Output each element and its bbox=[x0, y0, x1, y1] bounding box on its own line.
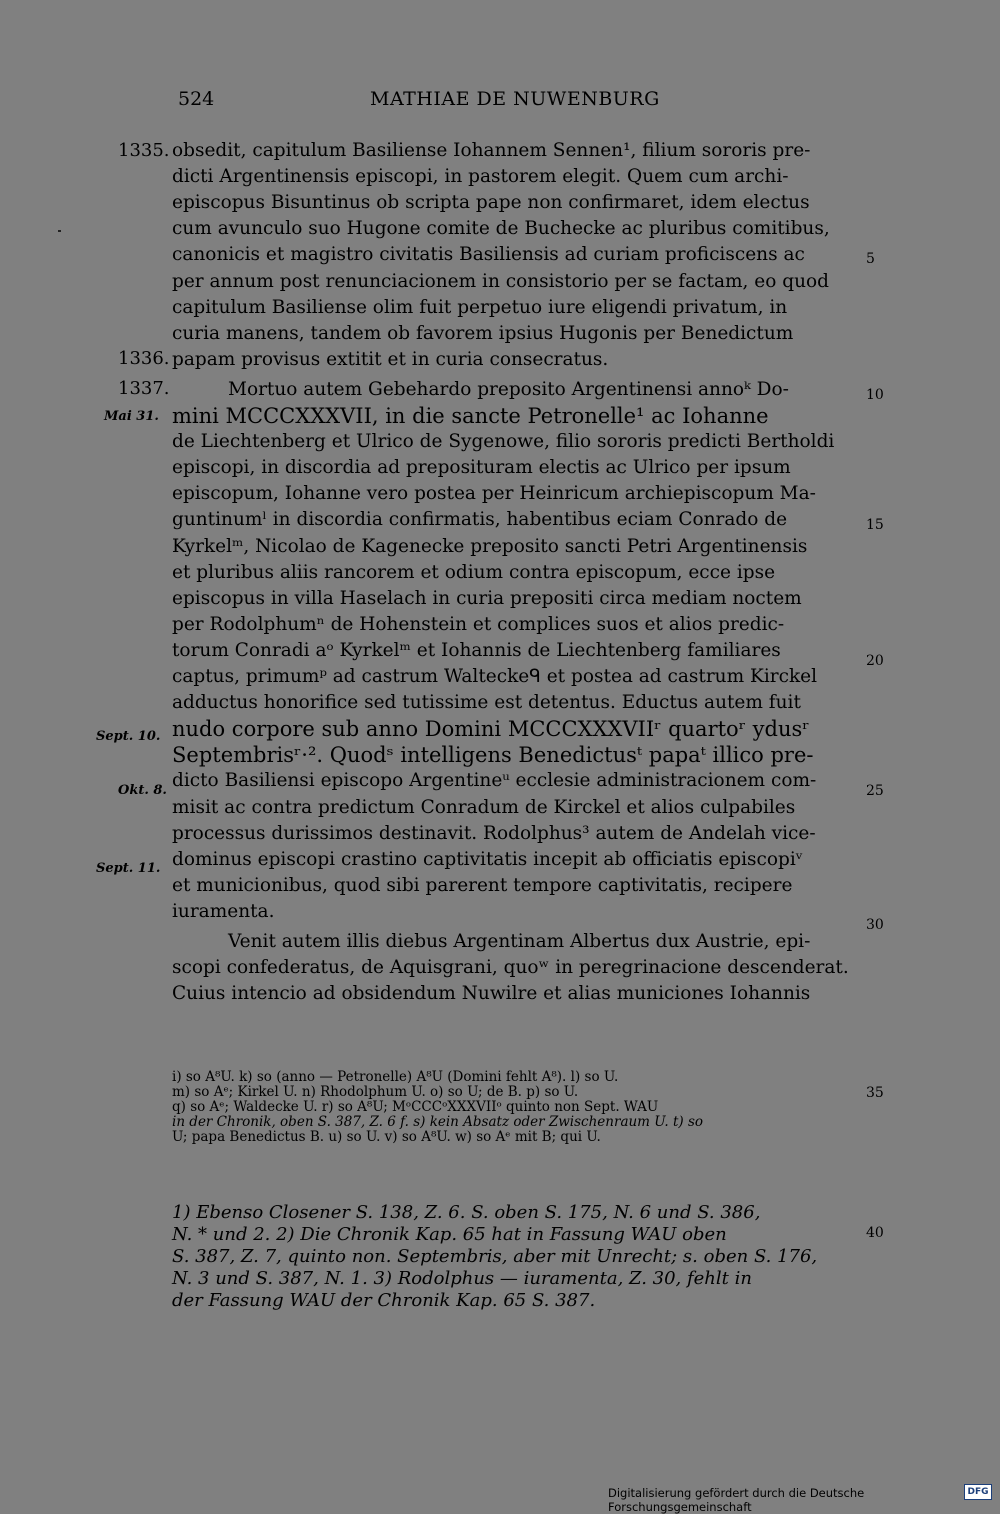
body-line: Kyrkelᵐ, Nicolao de Kagenecke preposito sancti Petri Argentinensis bbox=[172, 535, 808, 557]
body-line: cum avunculo suo Hugone comite de Buchecke ac pluribus comitibus, bbox=[172, 218, 830, 240]
footnote: 1) Ebenso Closener S. 138, Z. 6. S. oben S. 175, N. 6 und S. 386, bbox=[172, 1202, 761, 1223]
body-line: canonicis et magistro civitatis Basiliensis ad curiam proficiscens ac bbox=[172, 244, 805, 266]
body-line: dicto Basiliensi episcopo Argentineᵘ ecclesie administracionem com- bbox=[172, 770, 817, 792]
line-number: 20 bbox=[866, 653, 884, 669]
body-line: dicti Argentinensis episcopi, in pastorem elegit. Quem cum archi- bbox=[172, 166, 789, 188]
body-line: episcopus in villa Haselach in curia prepositi circa mediam noctem bbox=[172, 587, 802, 609]
body-line: curia manens, tandem ob favorem ipsius Hugonis per Benedictum bbox=[172, 322, 794, 344]
scan-speck bbox=[58, 230, 61, 232]
body-line: guntinumˡ in discordia confirmatis, habentibus eciam Conrado de bbox=[172, 509, 788, 531]
body-line: scopi confederatus, de Aquisgrani, quoʷ in peregrinacione descenderat. bbox=[172, 957, 849, 979]
margin-date-sept10: Sept. 10. bbox=[96, 729, 161, 744]
line-number: 35 bbox=[866, 1085, 884, 1101]
body-line: per annum post renunciacionem in consistorio per se factam, eo quod bbox=[172, 270, 829, 292]
margin-year-1336: 1336. bbox=[118, 348, 170, 369]
body-line: torum Conradi aᵒ Kyrkelᵐ et Iohannis de Liechtenberg familiares bbox=[172, 639, 781, 661]
body-line: per Rodolphumⁿ de Hohenstein et complices suos et alios predic- bbox=[172, 613, 785, 635]
body-line: Mortuo autem Gebehardo preposito Argentinensi annoᵏ Do- bbox=[228, 378, 789, 400]
line-number: 40 bbox=[866, 1225, 884, 1241]
line-number: 30 bbox=[866, 917, 884, 933]
footnote: N. * und 2. 2) Die Chronik Kap. 65 hat in Fassung WAU oben bbox=[172, 1224, 727, 1245]
variant-note: m) so Aᵉ; Kirkel U. n) Rhodolphum U. o) so U; de B. p) so U. bbox=[172, 1084, 579, 1100]
body-line: de Liechtenberg et Ulrico de Sygenowe, filio sororis predicti Bertholdi bbox=[172, 431, 835, 453]
line-number: 15 bbox=[866, 517, 884, 533]
body-line: episcopus Bisuntinus ob scripta pape non confirmaret, idem electus bbox=[172, 192, 810, 214]
footnote: der Fassung WAU der Chronik Kap. 65 S. 387. bbox=[172, 1290, 596, 1311]
body-line: papam provisus extitit et in curia consecratus. bbox=[172, 348, 609, 370]
variant-note: in der Chronik, oben S. 387, Z. 6 f. s) kein Absatz oder Zwischenraum U. t) so bbox=[172, 1114, 704, 1130]
body-line: adductus honorifice sed tutissime est detentus. Eductus autem fuit bbox=[172, 692, 801, 714]
page-number: 524 bbox=[178, 88, 215, 110]
line-number: 5 bbox=[866, 251, 875, 267]
body-line: episcopum, Iohanne vero postea per Heinricum archiepiscopum Ma- bbox=[172, 483, 816, 505]
body-line: misit ac contra predictum Conradum de Kirckel et alios culpabiles bbox=[172, 796, 796, 818]
body-line: iuramenta. bbox=[172, 900, 275, 922]
body-line: obsedit, capitulum Basiliense Iohannem Sennen¹, filium sororis pre- bbox=[172, 140, 811, 161]
body-line: Venit autem illis diebus Argentinam Albertus dux Austrie, epi- bbox=[228, 931, 811, 952]
body-line: captus, primumᵖ ad castrum Walteckeᑫ et postea ad castrum Kirckel bbox=[172, 666, 818, 687]
line-number: 10 bbox=[866, 387, 884, 403]
footnote: N. 3 und S. 387, N. 1. 3) Rodolphus — iuramenta, Z. 30, fehlt in bbox=[172, 1268, 752, 1289]
body-line: dominus episcopi crastino captivitatis incepit ab officiatis episcopiᵛ bbox=[172, 848, 803, 870]
running-title: MATHIAE DE NUWENBURG bbox=[370, 88, 660, 110]
footnote: S. 387, Z. 7, quinto non. Septembris, aber mit Unrecht; s. oben S. 176, bbox=[172, 1246, 818, 1267]
margin-year-1337: 1337. bbox=[118, 378, 170, 399]
margin-date-mai31: Mai 31. bbox=[104, 409, 159, 424]
digitization-credit: Digitalisierung gefördert durch die Deutsche Forschungsgemeinschaft bbox=[608, 1486, 865, 1514]
margin-year-1335: 1335. bbox=[118, 140, 170, 161]
line-number: 25 bbox=[866, 783, 884, 799]
body-line: Cuius intencio ad obsidendum Nuwilre et alias municiones Iohannis bbox=[172, 983, 811, 1005]
body-line: mini MCCCXXXVII, in die sancte Petronelle¹ ac Iohanne bbox=[172, 404, 769, 428]
body-line: processus durissimos destinavit. Rodolphus³ autem de Andelah vice- bbox=[172, 822, 816, 844]
body-line: Septembrisʳ·². Quodˢ intelligens Benedictusᵗ papaᵗ illico pre- bbox=[172, 743, 814, 768]
body-line: et municionibus, quod sibi parerent tempore captivitatis, recipere bbox=[172, 874, 793, 896]
margin-date-okt8: Okt. 8. bbox=[118, 783, 167, 798]
variant-note: i) so A⁸U. k) so (anno — Petronelle) A⁸U (Domini fehlt A⁸). l) so U. bbox=[172, 1069, 619, 1085]
variant-note: q) so Aᵉ; Waldecke U. r) so A⁸U; MᵒCCCᵒXXXVIIᵒ quinto non Sept. WAU bbox=[172, 1099, 659, 1115]
body-line: nudo corpore sub anno Domini MCCCXXXVIIʳ quartoʳ ydusʳ bbox=[172, 717, 810, 742]
dfg-logo: DFG bbox=[964, 1484, 992, 1500]
body-line: episcopi, in discordia ad preposituram electis ac Ulrico per ipsum bbox=[172, 457, 791, 479]
body-line: capitulum Basiliense olim fuit perpetuo iure eligendi privatum, in bbox=[172, 296, 788, 318]
page-header bbox=[0, 88, 1000, 112]
body-line: et pluribus aliis rancorem et odium contra episcopum, ecce ipse bbox=[172, 561, 776, 583]
margin-date-sept11: Sept. 11. bbox=[96, 861, 161, 876]
variant-note: U; papa Benedictus B. u) so U. v) so A⁸U. w) so Aᵉ mit B; qui U. bbox=[172, 1129, 601, 1145]
